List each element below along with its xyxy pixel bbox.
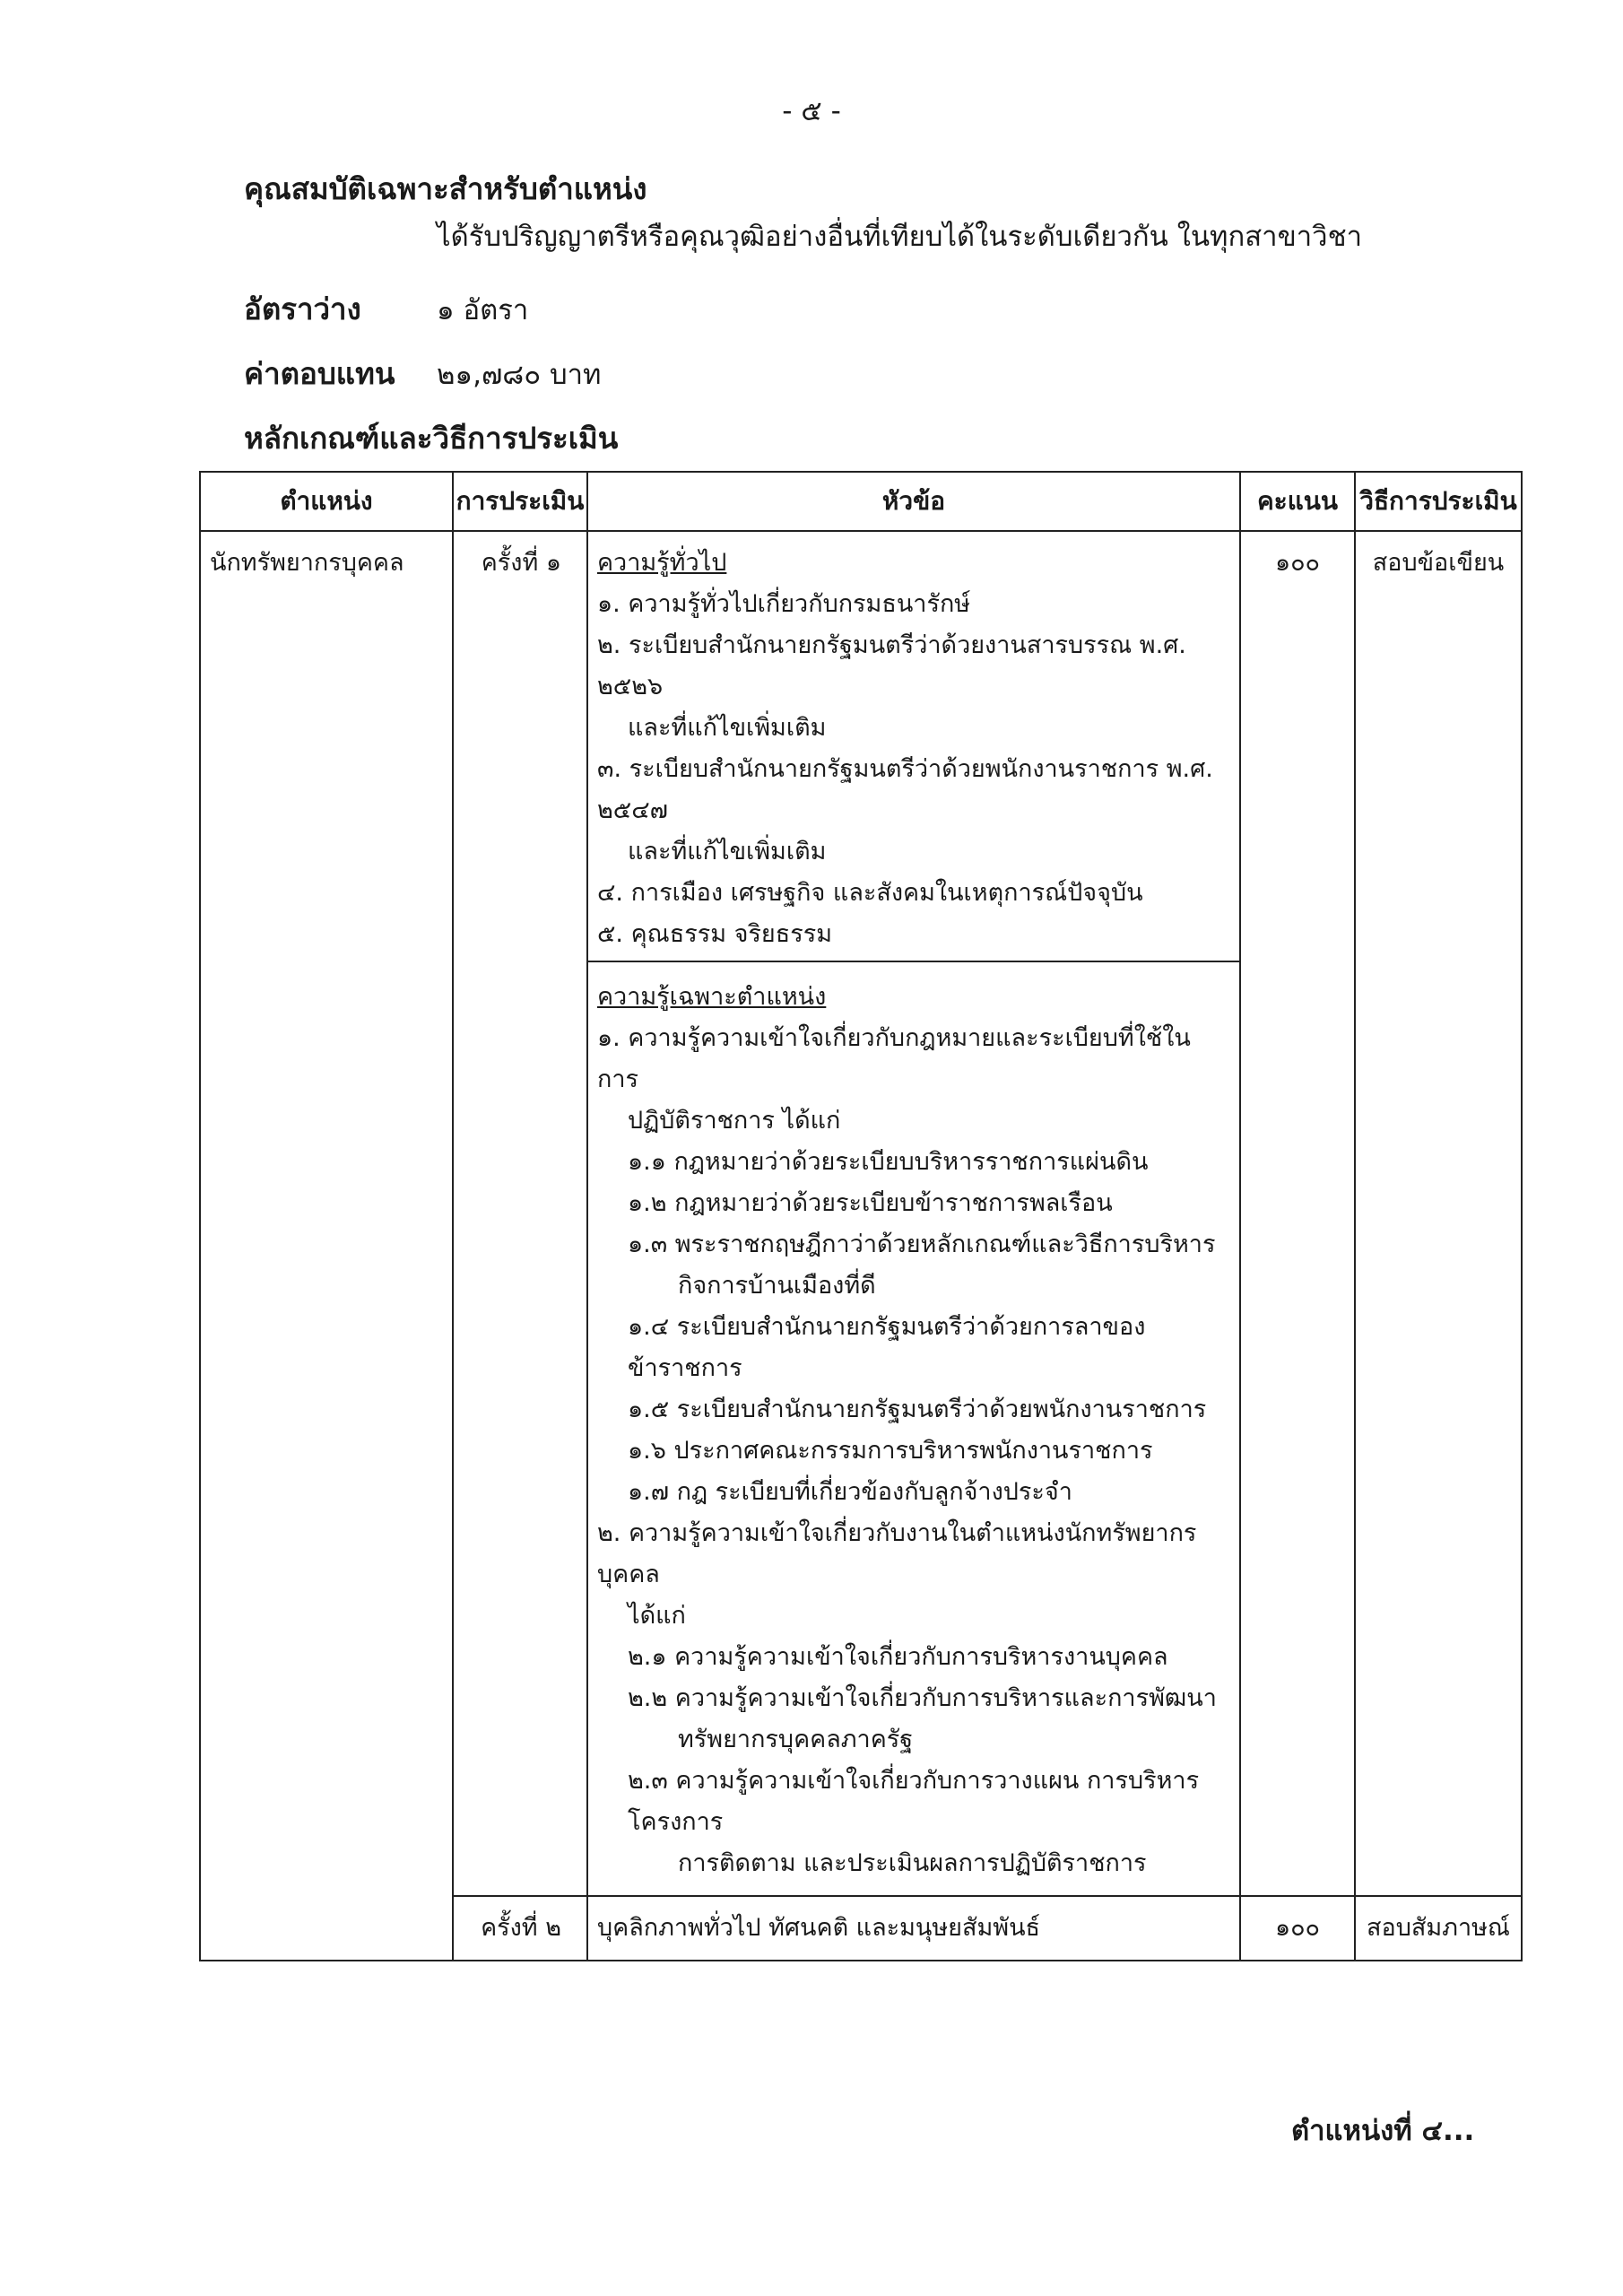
list-item: ๔. การเมือง เศรษฐกิจ และสังคมในเหตุการณ์ปัจจุบัน xyxy=(597,879,1143,907)
list-item: ๒. ระเบียบสำนักนายกรัฐมนตรีว่าด้วยงานสารบรรณ พ.ศ. ๒๕๒๖ xyxy=(597,631,1186,700)
list-item: ๑.๔ ระเบียบสำนักนายกรัฐมนตรีว่าด้วยการลาของข้าราชการ xyxy=(628,1313,1146,1382)
list-item: และที่แก้ไขเพิ่มเติม xyxy=(628,838,827,865)
header-topic: หัวข้อ xyxy=(587,472,1240,531)
table-header-row xyxy=(200,472,1522,531)
round2-topic: บุคลิกภาพทั่วไป ทัศนคติ และมนุษยสัมพันธ์ xyxy=(587,1896,1240,1961)
list-item: ๑. ความรู้ความเข้าใจเกี่ยวกับกฎหมายและระเบียบที่ใช้ในการ xyxy=(597,1024,1191,1093)
list-item: การติดตาม และประเมินผลการปฏิบัติราชการ xyxy=(678,1849,1147,1877)
list-item: ๒.๑ ความรู้ความเข้าใจเกี่ยวกับการบริหารงานบุคคล xyxy=(628,1643,1168,1671)
list-item: และที่แก้ไขเพิ่มเติม xyxy=(628,714,827,742)
list-item: ๑.๖ ประกาศคณะกรรมการบริหารพนักงานราชการ xyxy=(628,1437,1153,1465)
round1-label: ครั้งที่ ๑ xyxy=(453,531,587,1896)
round1-topics xyxy=(587,531,1240,1896)
list-item: ปฏิบัติราชการ ได้แก่ xyxy=(628,1107,841,1135)
list-item: ๑.๗ กฎ ระเบียบที่เกี่ยวข้องกับลูกจ้างประจำ xyxy=(628,1478,1072,1506)
list-item: ๓. ระเบียบสำนักนายกรัฐมนตรีว่าด้วยพนักงานราชการ พ.ศ. ๒๕๔๗ xyxy=(597,755,1213,824)
round2-method: สอบสัมภาษณ์ xyxy=(1355,1896,1522,1961)
header-assessment: การประเมิน xyxy=(453,472,587,531)
round1-method: สอบข้อเขียน xyxy=(1355,531,1522,1896)
list-item: ๑.๑ กฎหมายว่าด้วยระเบียบบริหารราชการแผ่นดิน xyxy=(628,1148,1149,1176)
round1-score: ๑๐๐ xyxy=(1240,531,1355,1896)
list-item: ๑. ความรู้ทั่วไปเกี่ยวกับกรมธนารักษ์ xyxy=(597,590,971,618)
header-method: วิธีการประเมิน xyxy=(1355,472,1522,531)
header-score: คะแนน xyxy=(1240,472,1355,531)
specific-knowledge-block xyxy=(597,962,1230,1884)
round2-score: ๑๐๐ xyxy=(1240,1896,1355,1961)
general-heading: ความรู้ทั่วไป xyxy=(597,549,727,577)
qualification-heading: คุณสมบัติเฉพาะสำหรับตำแหน่ง xyxy=(244,171,647,206)
salary-value: ๒๑,๗๘๐ บาท xyxy=(437,359,602,391)
vacancy-label: อัตราว่าง xyxy=(244,291,361,326)
list-item: ๕. คุณธรรม จริยธรรม xyxy=(597,920,832,948)
criteria-table xyxy=(199,471,1523,1961)
round2-label: ครั้งที่ ๒ xyxy=(453,1896,587,1961)
list-item: ๒. ความรู้ความเข้าใจเกี่ยวกับงานในตำแหน่งนักทรัพยากรบุคคล xyxy=(597,1519,1197,1588)
vacancy-value: ๑ อัตรา xyxy=(437,294,529,326)
criteria-heading: หลักเกณฑ์และวิธีการประเมิน xyxy=(244,421,619,456)
header-position: ตำแหน่ง xyxy=(200,472,453,531)
list-item: ทรัพยากรบุคคลภาครัฐ xyxy=(678,1726,914,1753)
page-number: - ๕ - xyxy=(782,95,841,127)
qualification-text: ได้รับปริญญาตรีหรือคุณวุฒิอย่างอื่นที่เทียบได้ในระดับเดียวกัน ในทุกสาขาวิชา xyxy=(437,221,1363,253)
general-knowledge-block xyxy=(588,543,1239,962)
list-item: ได้แก่ xyxy=(628,1602,686,1630)
list-item: ๒.๓ ความรู้ความเข้าใจเกี่ยวกับการวางแผน การบริหารโครงการ xyxy=(628,1767,1200,1836)
salary-label: ค่าตอบแทน xyxy=(244,356,395,391)
specific-heading: ความรู้เฉพาะตำแหน่ง xyxy=(597,983,827,1011)
list-item: ๑.๕ ระเบียบสำนักนายกรัฐมนตรีว่าด้วยพนักงานราชการ xyxy=(628,1396,1207,1423)
next-page-footer: ตำแหน่งที่ ๔... xyxy=(1291,2115,1475,2147)
list-item: ๑.๓ พระราชกฤษฎีกาว่าด้วยหลักเกณฑ์และวิธีการบริหาร xyxy=(628,1231,1216,1258)
table-row xyxy=(200,531,1522,1896)
position-cell: นักทรัพยากรบุคคล xyxy=(200,531,453,1961)
list-item: ๒.๒ ความรู้ความเข้าใจเกี่ยวกับการบริหารและการพัฒนา xyxy=(628,1684,1217,1712)
list-item: กิจการบ้านเมืองที่ดี xyxy=(678,1272,876,1300)
list-item: ๑.๒ กฎหมายว่าด้วยระเบียบข้าราชการพลเรือน xyxy=(628,1189,1113,1217)
